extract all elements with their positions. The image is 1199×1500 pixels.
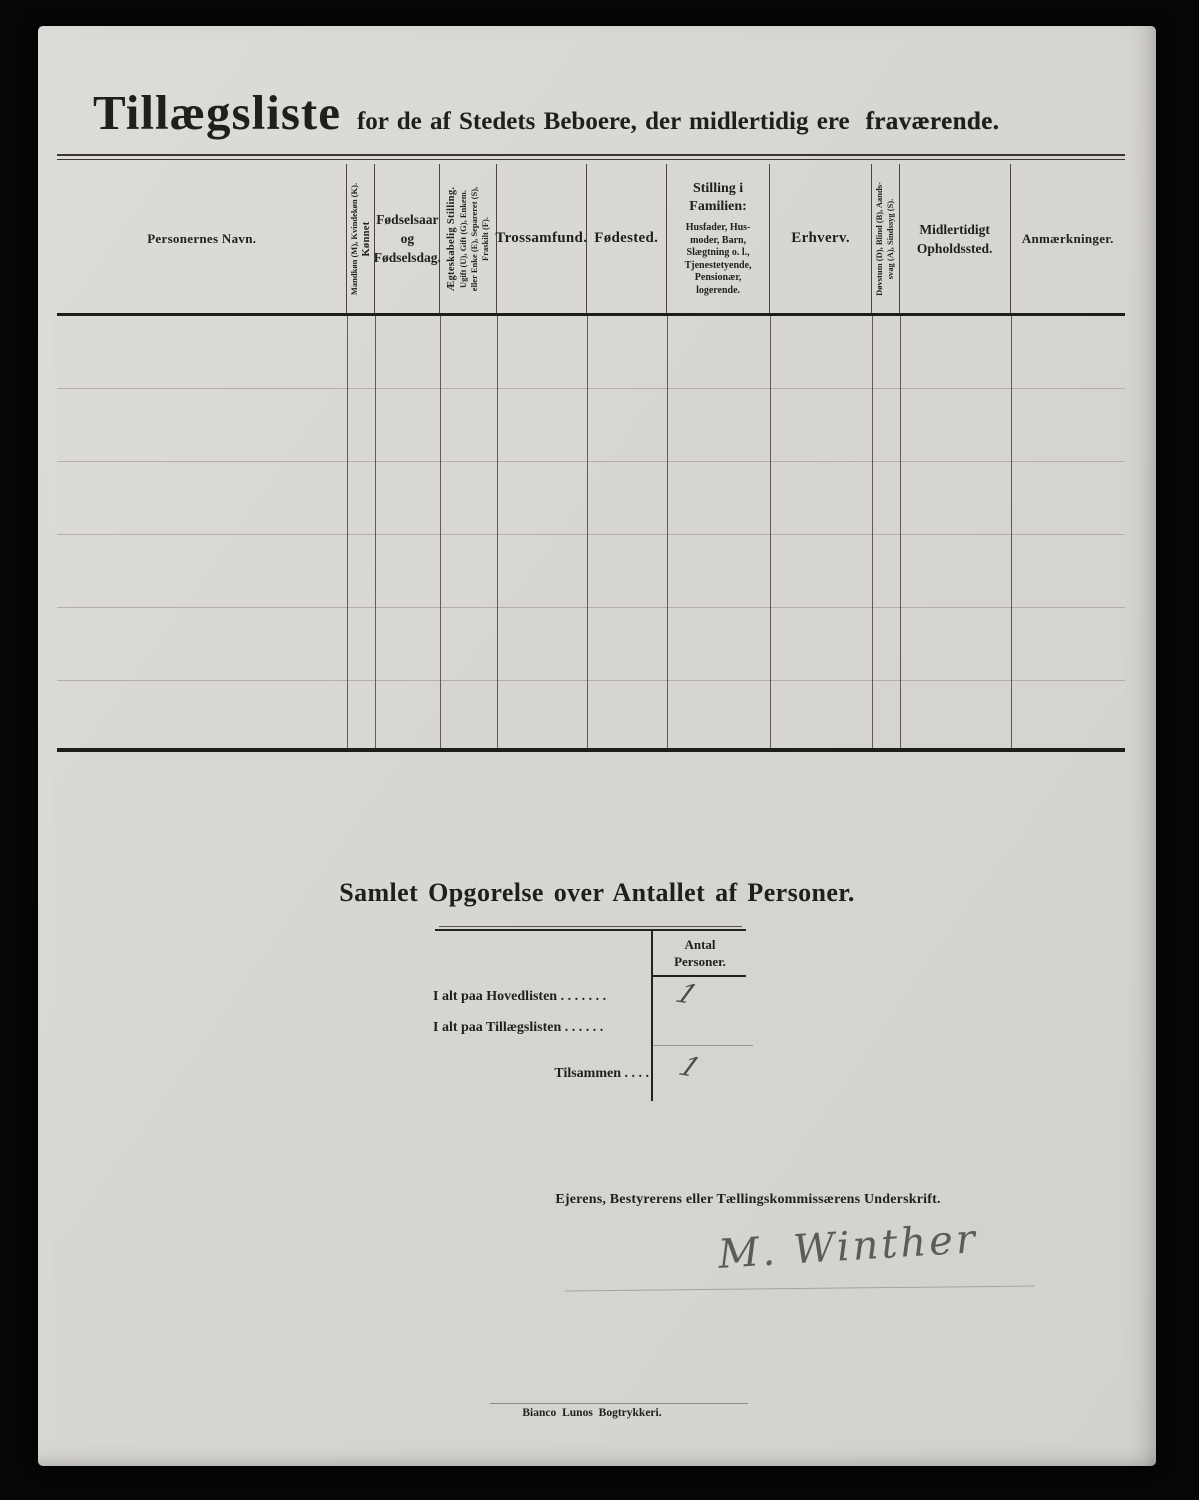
col-header-family-title2: Familien: (689, 199, 747, 214)
printer-imprint: Bianco Lunos Bogtrykkeri. (522, 1407, 662, 1419)
col-header-marital-status (440, 164, 497, 313)
summary-row-tillaegslisten: I alt paa Tillægslisten . . . . . . (433, 1020, 604, 1035)
summary-row-hovedlisten: I alt paa Hovedlisten . . . . . . . (433, 989, 607, 1004)
col-header-family-line4: Tjenestetyende, (684, 259, 752, 271)
table-top-rule (57, 154, 1125, 164)
table-row (57, 388, 1125, 461)
col-header-family-line2: moder, Barn, (690, 234, 747, 246)
col-header-marital-title: Ægteskabelig Stilling. (446, 186, 458, 291)
col-header-marital-codes3: Fraskilt (F). (480, 216, 491, 261)
summary-row-tilsammen: Tilsammen . . . . (554, 1066, 649, 1081)
col-header-sex-codes: Mandkøn (M), Kvindekøn (K). (348, 182, 359, 295)
col-header-remarks (1011, 164, 1125, 313)
col-header-birthdate-line2: og (400, 231, 415, 246)
col-header-sex-title: Kønnet (360, 220, 372, 257)
col-header-disabilities (872, 164, 900, 313)
printer-rule (490, 1403, 748, 1404)
summary-heading: Samlet Opgorelse over Antallet af Personer. (339, 878, 855, 907)
table-body (57, 316, 1125, 752)
col-header-family-line1: Husfader, Hus- (685, 222, 751, 233)
col-header-occupation (770, 164, 871, 313)
page-title-main: Tillægsliste (93, 85, 341, 140)
col-header-occupation-label: Erhverv. (791, 230, 850, 246)
col-header-religion-label: Trossamfund. (495, 230, 588, 246)
handwritten-count-hovedlisten: 1 (670, 978, 703, 1011)
table-row (57, 534, 1125, 607)
table-row (57, 316, 1125, 388)
col-header-birthdate-line1: Fødselsaar (376, 212, 439, 227)
col-header-family-position (667, 164, 771, 313)
col-header-birthdate (375, 164, 440, 313)
col-header-religion (497, 164, 587, 313)
summary-value-header-line1: Antal (684, 937, 716, 952)
col-header-family-line6: logerende. (696, 284, 741, 296)
column-divider (667, 316, 668, 748)
persons-table (57, 154, 1125, 752)
scanned-census-form-page (38, 26, 1156, 1466)
column-divider (872, 316, 873, 748)
col-header-disabilities-line2: svag (A), Sindssyg (S). (885, 198, 896, 279)
column-divider (375, 316, 376, 748)
summary-sum-rule (653, 1045, 753, 1046)
signature-label: Ejerens, Bestyrerens eller Tællingskommissærens Underskrift. (555, 1192, 941, 1207)
col-header-remarks-label: Anmærkninger. (1021, 230, 1114, 246)
col-header-marital-codes2: eller Enke (E), Separeret (S), (469, 186, 480, 291)
summary-table-divider (651, 929, 653, 1101)
summary-table-top-rule (435, 929, 746, 931)
signature-line (565, 1286, 1035, 1292)
col-header-family-line3: Slægtning o. l., (686, 247, 750, 258)
page-title-subtitle-emphasis: fraværende. (865, 108, 1000, 135)
column-divider (497, 316, 498, 748)
column-divider (1011, 316, 1012, 748)
col-header-name (57, 164, 347, 313)
page-title-subtitle: for de af Stedets Beboere, der midlertidig ere (356, 108, 850, 135)
handwritten-count-tilsammen: 1 (673, 1051, 706, 1084)
col-header-birthplace (587, 164, 667, 313)
page-title (93, 84, 999, 141)
column-divider (440, 316, 441, 748)
handwritten-signature: M. Winther (716, 1216, 980, 1278)
table-header-row (57, 164, 1125, 316)
col-header-temporary-residence (900, 164, 1011, 313)
summary-value-column-header (654, 936, 746, 970)
col-header-birthplace-label: Fødested. (594, 230, 659, 246)
table-row (57, 607, 1125, 680)
col-header-residence-line1: Midlertidigt (919, 221, 990, 237)
summary-value-header-line2: Personer. (674, 954, 726, 969)
col-header-family-line5: Pensionær, (694, 272, 742, 283)
summary-header-rule (653, 975, 746, 977)
col-header-disabilities-line1: Døvstum (D), Blind (B), Aands- (874, 181, 885, 296)
table-row (57, 461, 1125, 534)
col-header-residence-line2: Opholdssted. (916, 240, 993, 256)
column-divider (587, 316, 588, 748)
col-header-family-title1: Stilling i (692, 181, 744, 196)
column-divider (347, 316, 348, 748)
col-header-marital-codes1: Ugift (U), Gift (G), Enkem. (458, 189, 469, 288)
col-header-name-label: Personernes Navn. (147, 230, 257, 246)
col-header-birthdate-line3: Fødselsdag. (373, 250, 441, 265)
column-divider (770, 316, 771, 748)
table-row (57, 680, 1125, 753)
col-header-sex (347, 164, 375, 313)
column-divider (900, 316, 901, 748)
